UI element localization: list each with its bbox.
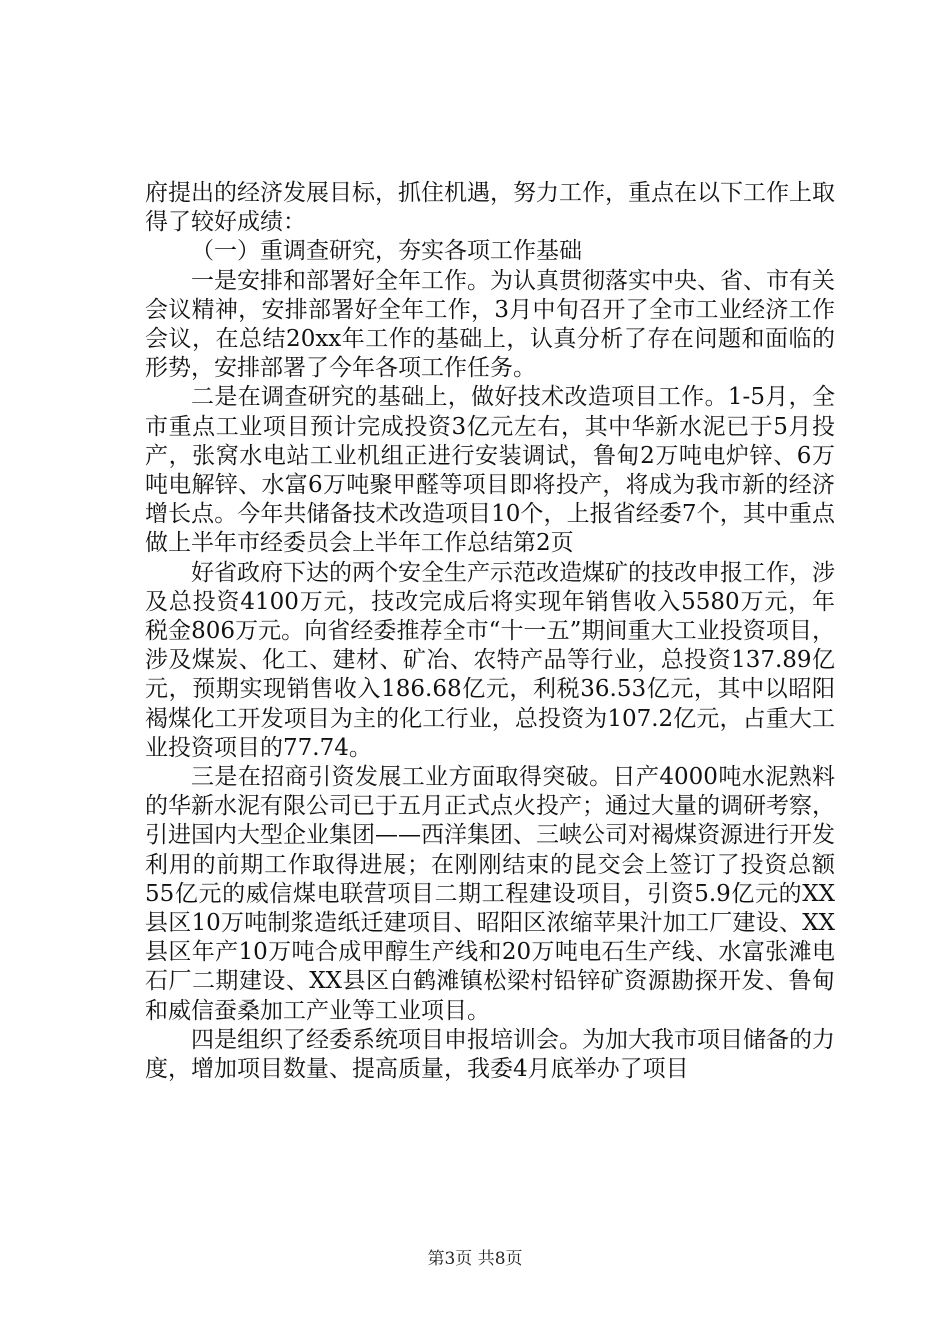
paragraph: 四是组织了经委系统项目申报培训会。为加大我市项目储备的力度，增加项目数量、提高质量，我委4月底举办了项目 [145, 1026, 835, 1083]
document-body [145, 179, 835, 1084]
paragraph: 一是安排和部署好全年工作。为认真贯彻落实中央、省、市有关会议精神，安排部署好全年工作，3月中旬召开了全市工业经济工作会议，在总结20xx年工作的基础上，认真分析了存在问题和面临的形势，安排部署了今年各项工作任务。 [145, 267, 835, 382]
paragraph: 三是在招商引资发展工业方面取得突破。日产4000吨水泥熟料的华新水泥有限公司已于五月正式点火投产；通过大量的调研考察，引进国内大型企业集团——西洋集团、三峡公司对褐煤资源进行开发利用的前期工作取得进展；在刚刚结束的昆交会上签订了投资总额55亿元的威信煤电联营项目二期工程建设项目，引资5.9亿元的XX县区10万吨制浆造纸迁建项目、昭阳区浓缩苹果汁加工厂建设、XX县区年产10万吨合成甲醇生产线和20万吨电石生产线、水富张滩电石厂二期建设、XX县区白鹤滩镇松梁村铅锌矿资源勘探开发、鲁甸和威信蚕桑加工产业等工业项目。 [145, 764, 835, 1024]
page-footer: 第3页 共8页 [427, 1249, 523, 1269]
paragraph: 府提出的经济发展目标，抓住机遇，努力工作，重点在以下工作上取得了较好成绩： [145, 180, 835, 236]
paragraph: （一）重调查研究，夯实各项工作基础 [191, 238, 582, 265]
paragraph: 好省政府下达的两个安全生产示范改造煤矿的技改申报工作，涉及总投资4100万元，技改完成后将实现年销售收入5580万元，年税金806万元。向省经委推荐全市“十一五”期间重大工业投资项目，涉及煤炭、化工、建材、矿冶、农特产品等行业，总投资137.89亿元，预期实现销售收入186.68亿元，利税36.53亿元，其中以昭阳褐煤化工开发项目为主的化工行业，总投资为107.2亿元，占重大工业投资项目的77.74。 [145, 559, 835, 761]
paragraph: 二是在调查研究的基础上，做好技术改造项目工作。1-5月，全市重点工业项目预计完成投资3亿元左右，其中华新水泥已于5月投产，张窝水电站工业机组正进行安装调试，鲁甸2万吨电炉锌、6万吨电解锌、水富6万吨聚甲醛等项目即将投产，将成为我市新的经济增长点。今年共储备技术改造项目10个，上报省经委7个，其中重点做上半年市经委员会上半年工作总结第2页 [145, 384, 835, 557]
